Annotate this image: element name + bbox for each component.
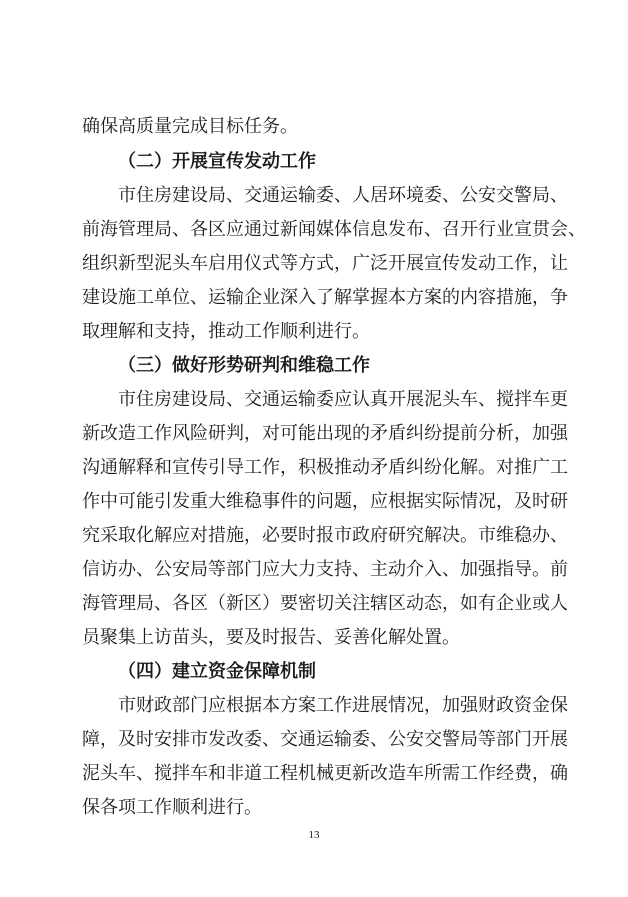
page-number: 13: [308, 829, 320, 841]
section-heading-4: （四）建立资金保障机制: [118, 661, 316, 682]
paragraph-line: 究采取化解应对措施，必要时报市政府研究解决。市维稳办、: [82, 525, 568, 546]
paragraph-line: 新改造工作风险研判，对可能出现的矛盾纠纷提前分析，加强: [82, 423, 568, 444]
paragraph-line: 泥头车、搅拌车和非道工程机械更新改造车所需工作经费，确: [82, 763, 568, 784]
paragraph-line: 沟通解释和宣传引导工作，积极推动矛盾纠纷化解。对推广工: [82, 457, 568, 478]
paragraph-line: 市住房建设局、交通运输委应认真开展泥头车、搅拌车更: [118, 389, 568, 410]
paragraph-line: 保各项工作顺利进行。: [82, 797, 262, 818]
paragraph-line: 确保高质量完成目标任务。: [82, 116, 298, 137]
paragraph-line: 取理解和支持，推动工作顺利进行。: [82, 321, 370, 342]
paragraph-line: 员聚集上访苗头，要及时报告、妥善化解处置。: [82, 627, 460, 648]
paragraph-line: 信访办、公安局等部门应大力支持、主动介入、加强指导。前: [82, 559, 568, 580]
paragraph-line: 市住房建设局、交通运输委、人居环境委、公安交警局、: [118, 185, 568, 206]
paragraph-line: 障，及时安排市发改委、交通运输委、公安交警局等部门开展: [82, 729, 568, 750]
paragraph-line: 建设施工单位、运输企业深入了解掌握本方案的内容措施，争: [82, 287, 568, 308]
paragraph-line: 市财政部门应根据本方案工作进展情况，加强财政资金保: [118, 695, 568, 716]
paragraph-line: 作中可能引发重大维稳事件的问题，应根据实际情况，及时研: [82, 491, 568, 512]
section-heading-2: （二）开展宣传发动工作: [118, 151, 316, 172]
paragraph-line: 组织新型泥头车启用仪式等方式，广泛开展宣传发动工作，让: [82, 253, 568, 274]
paragraph-line: 海管理局、各区（新区）要密切关注辖区动态，如有企业或人: [82, 593, 568, 614]
paragraph-line: 前海管理局、各区应通过新闻媒体信息发布、召开行业宣贯会、: [82, 219, 586, 240]
section-heading-3: （三）做好形势研判和维稳工作: [118, 355, 370, 376]
